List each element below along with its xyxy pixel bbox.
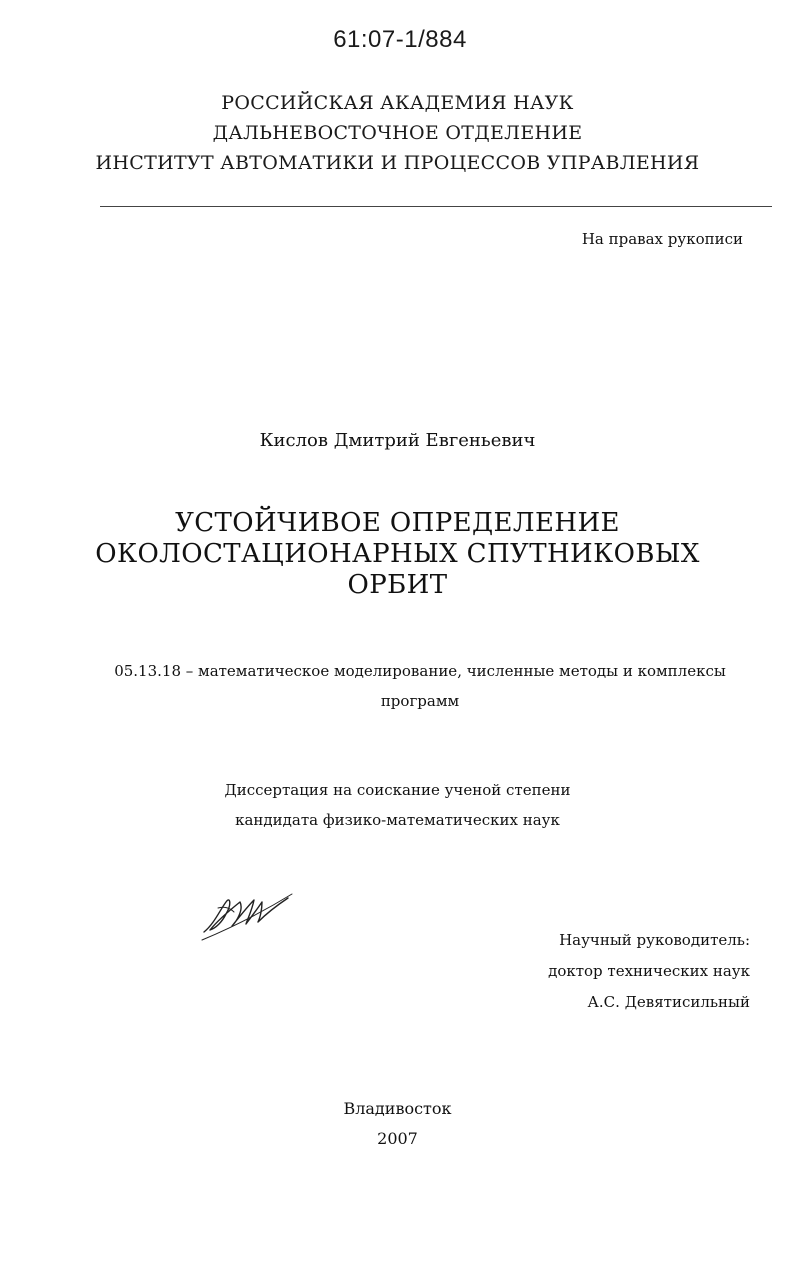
specialty-line-2: программ xyxy=(380,692,460,710)
organization-line-branch: ДАЛЬНЕВОСТОЧНОЕ ОТДЕЛЕНИЕ xyxy=(212,122,583,144)
degree-line-2: кандидата физико-математических наук xyxy=(235,811,560,829)
title-line-2: ОКОЛОСТАЦИОНАРНЫХ СПУТНИКОВЫХ xyxy=(95,539,700,569)
supervisor-block xyxy=(520,925,750,1018)
city: Владивосток xyxy=(343,1099,452,1118)
title-line-1: УСТОЙЧИВОЕ ОПРЕДЕЛЕНИЕ xyxy=(175,508,620,538)
supervisor-degree: доктор технических наук xyxy=(548,962,750,980)
rights-note: На правах рукописи xyxy=(581,230,743,248)
header-divider xyxy=(100,206,772,207)
organization-block xyxy=(0,88,795,178)
specialty-block xyxy=(100,656,740,716)
title-line-3: ОРБИТ xyxy=(347,570,448,600)
organization-line-academy: РОССИЙСКАЯ АКАДЕМИЯ НАУК xyxy=(221,92,574,114)
year: 2007 xyxy=(377,1129,418,1148)
author-signature xyxy=(196,880,296,942)
supervisor-label: Научный руководитель: xyxy=(559,931,750,949)
organization-line-institute: ИНСТИТУТ АВТОМАТИКИ И ПРОЦЕССОВ УПРАВЛЕНИЯ xyxy=(95,152,700,174)
dissertation-title xyxy=(0,508,795,601)
degree-block xyxy=(0,775,795,835)
supervisor-name: А.С. Девятисильный xyxy=(587,993,750,1011)
specialty-line-1: 05.13.18 – математическое моделирование, численные методы и комплексы xyxy=(114,662,726,680)
document-code: 61:07-1/884 xyxy=(333,26,467,53)
author-name: Кислов Дмитрий Евгеньевич xyxy=(259,430,536,451)
degree-line-1: Диссертация на соискание ученой степени xyxy=(224,781,571,799)
place-date-block xyxy=(0,1094,795,1154)
